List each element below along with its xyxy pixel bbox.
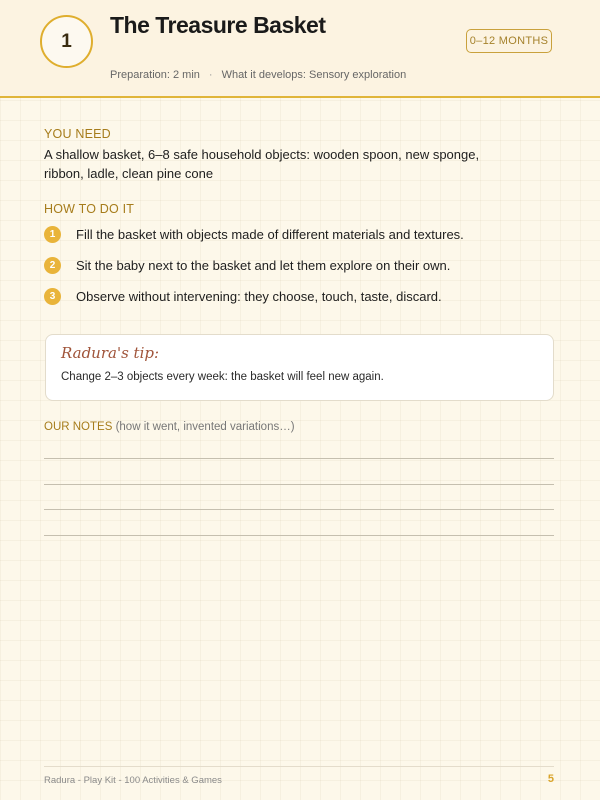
activity-header xyxy=(0,0,600,98)
develops-skill: What it develops: Sensory exploration xyxy=(221,69,407,81)
footer-title: Radura - Play Kit - 100 Activities & Games xyxy=(44,775,222,786)
step-item xyxy=(44,287,442,305)
step-text: Observe without intervening: they choose, touch, taste, discard. xyxy=(76,288,442,304)
you-need-heading: YOU NEED xyxy=(44,127,111,141)
step-number-badge: 1 xyxy=(44,226,61,243)
notes-writing-line[interactable] xyxy=(44,484,554,485)
notes-label: OUR NOTES xyxy=(44,421,113,433)
preparation-time: Preparation: 2 min xyxy=(110,69,200,81)
step-item xyxy=(44,256,450,274)
page-number: 5 xyxy=(547,773,554,785)
notes-writing-line[interactable] xyxy=(44,509,554,510)
step-number-badge: 2 xyxy=(44,257,61,274)
age-range-badge: 0–12 MONTHS xyxy=(466,29,552,53)
notes-writing-line[interactable] xyxy=(44,458,554,459)
notes-heading xyxy=(44,421,295,433)
activity-title: The Treasure Basket xyxy=(110,12,326,38)
activity-meta xyxy=(110,69,406,81)
meta-separator: · xyxy=(208,69,213,81)
step-item xyxy=(44,225,464,243)
step-number-badge: 3 xyxy=(44,288,61,305)
activity-number-badge: 1 xyxy=(40,15,93,68)
how-to-heading: HOW TO DO IT xyxy=(44,202,135,216)
step-text: Fill the basket with objects made of different materials and textures. xyxy=(76,226,464,242)
tip-box xyxy=(45,334,554,401)
tip-text: Change 2–3 objects every week: the basket will feel new again. xyxy=(61,371,384,383)
footer-divider xyxy=(44,766,554,767)
you-need-text: A shallow basket, 6–8 safe household objects: wooden spoon, new sponge, ribbon, ladle, clean pine cone xyxy=(44,147,480,181)
step-text: Sit the baby next to the basket and let them explore on their own. xyxy=(76,257,451,273)
tip-title: Radura's tip: xyxy=(61,344,160,362)
notes-writing-line[interactable] xyxy=(44,535,554,536)
notes-hint: (how it went, invented variations…) xyxy=(115,421,295,433)
